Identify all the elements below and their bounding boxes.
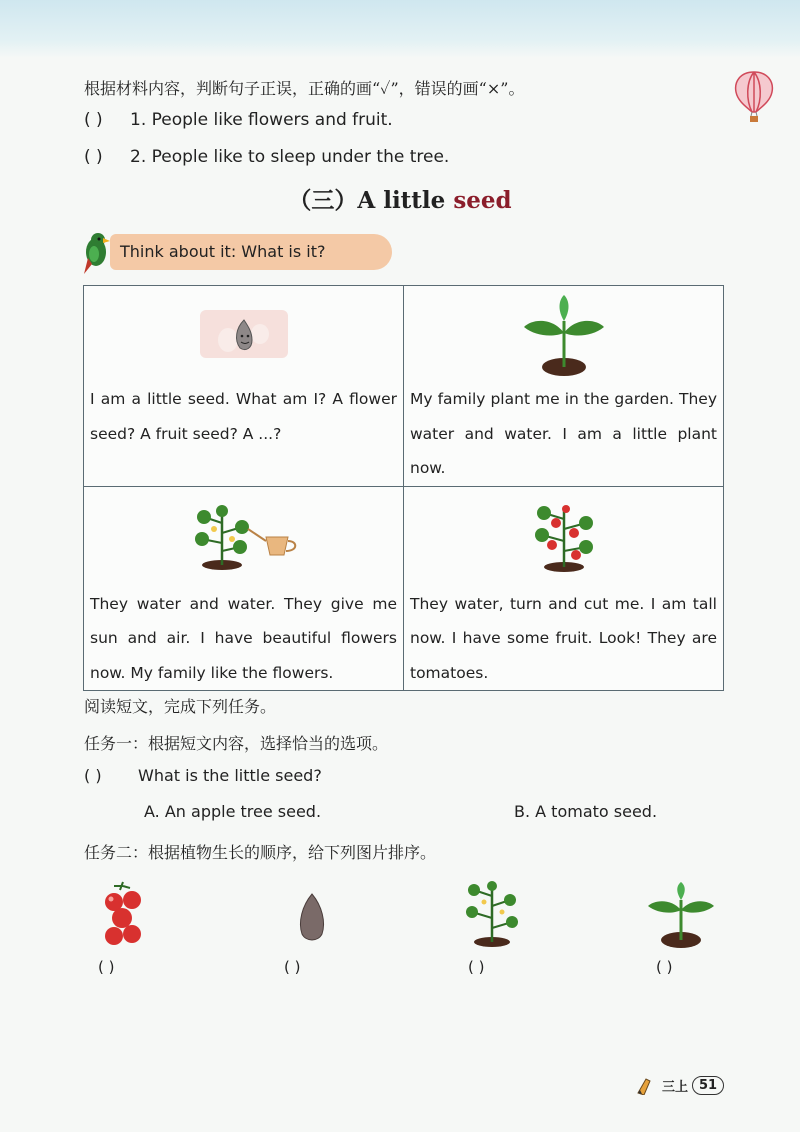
- flowering-plant-image: [188, 503, 300, 571]
- seed-image: [198, 306, 290, 362]
- page-number: 51: [692, 1076, 724, 1095]
- task1-question: ( ) What is the little seed?: [84, 766, 322, 785]
- order-blank-2[interactable]: ( ): [284, 958, 301, 976]
- story-paragraph-3: They water and water. They give me sun and air. I have beautiful flowers now. My family like the flowers.: [90, 594, 397, 682]
- grade-label: 三上: [662, 1080, 689, 1095]
- answer-blank[interactable]: ( ): [84, 766, 102, 785]
- answer-blank[interactable]: ( ): [84, 147, 103, 167]
- order-blank-1[interactable]: ( ): [98, 958, 115, 976]
- story-paragraph-1: I am a little seed. What am I? A flower seed? A fruit seed? A ...?: [90, 390, 397, 443]
- story-cell-flowering: [84, 486, 404, 691]
- story-paragraph-2: My family plant me in the garden. They water and water. I am a little plant now.: [410, 390, 717, 477]
- flowering-plant-picture: [462, 880, 522, 948]
- think-banner: Think about it: What is it?: [110, 234, 392, 270]
- judge-item-2: ( ) 2. People like to sleep under the tree.: [84, 147, 450, 167]
- instruction-read: 阅读短文，完成下列任务。: [84, 697, 277, 716]
- sprout-image: [522, 291, 606, 377]
- tomatoes-picture: [100, 880, 146, 948]
- task1-option-b[interactable]: B. A tomato seed.: [514, 802, 658, 821]
- tomato-plant-image: [526, 501, 602, 573]
- answer-blank[interactable]: ( ): [84, 110, 103, 130]
- story-cell-seed: [84, 286, 404, 487]
- story-cell-sprout: [404, 286, 724, 487]
- hot-air-balloon-icon: [732, 70, 776, 124]
- instruction-judge: 根据材料内容，判断句子正误，正确的画“✓”，错误的画“×”。: [84, 79, 525, 98]
- seed-picture: [296, 892, 328, 944]
- story-table: [83, 285, 724, 691]
- task2-title: 任务二：根据植物生长的顺序，给下列图片排序。: [84, 843, 437, 862]
- sprout-picture: [646, 880, 716, 948]
- pencil-icon: [636, 1077, 658, 1095]
- story-cell-fruiting: [404, 486, 724, 691]
- order-blank-4[interactable]: ( ): [656, 958, 673, 976]
- parrot-icon: [78, 228, 114, 276]
- page-footer: [636, 1076, 724, 1095]
- story-paragraph-4: They water, turn and cut me. I am tall now. I have some fruit. Look! They are tomatoes.: [410, 594, 717, 682]
- order-blank-3[interactable]: ( ): [468, 958, 485, 976]
- section-title: （三）A little seed: [288, 187, 512, 214]
- task1-title: 任务一：根据短文内容，选择恰当的选项。: [84, 734, 389, 753]
- task1-option-a[interactable]: A. An apple tree seed.: [144, 802, 322, 821]
- judge-item-1: ( ) 1. People like flowers and fruit.: [84, 110, 393, 130]
